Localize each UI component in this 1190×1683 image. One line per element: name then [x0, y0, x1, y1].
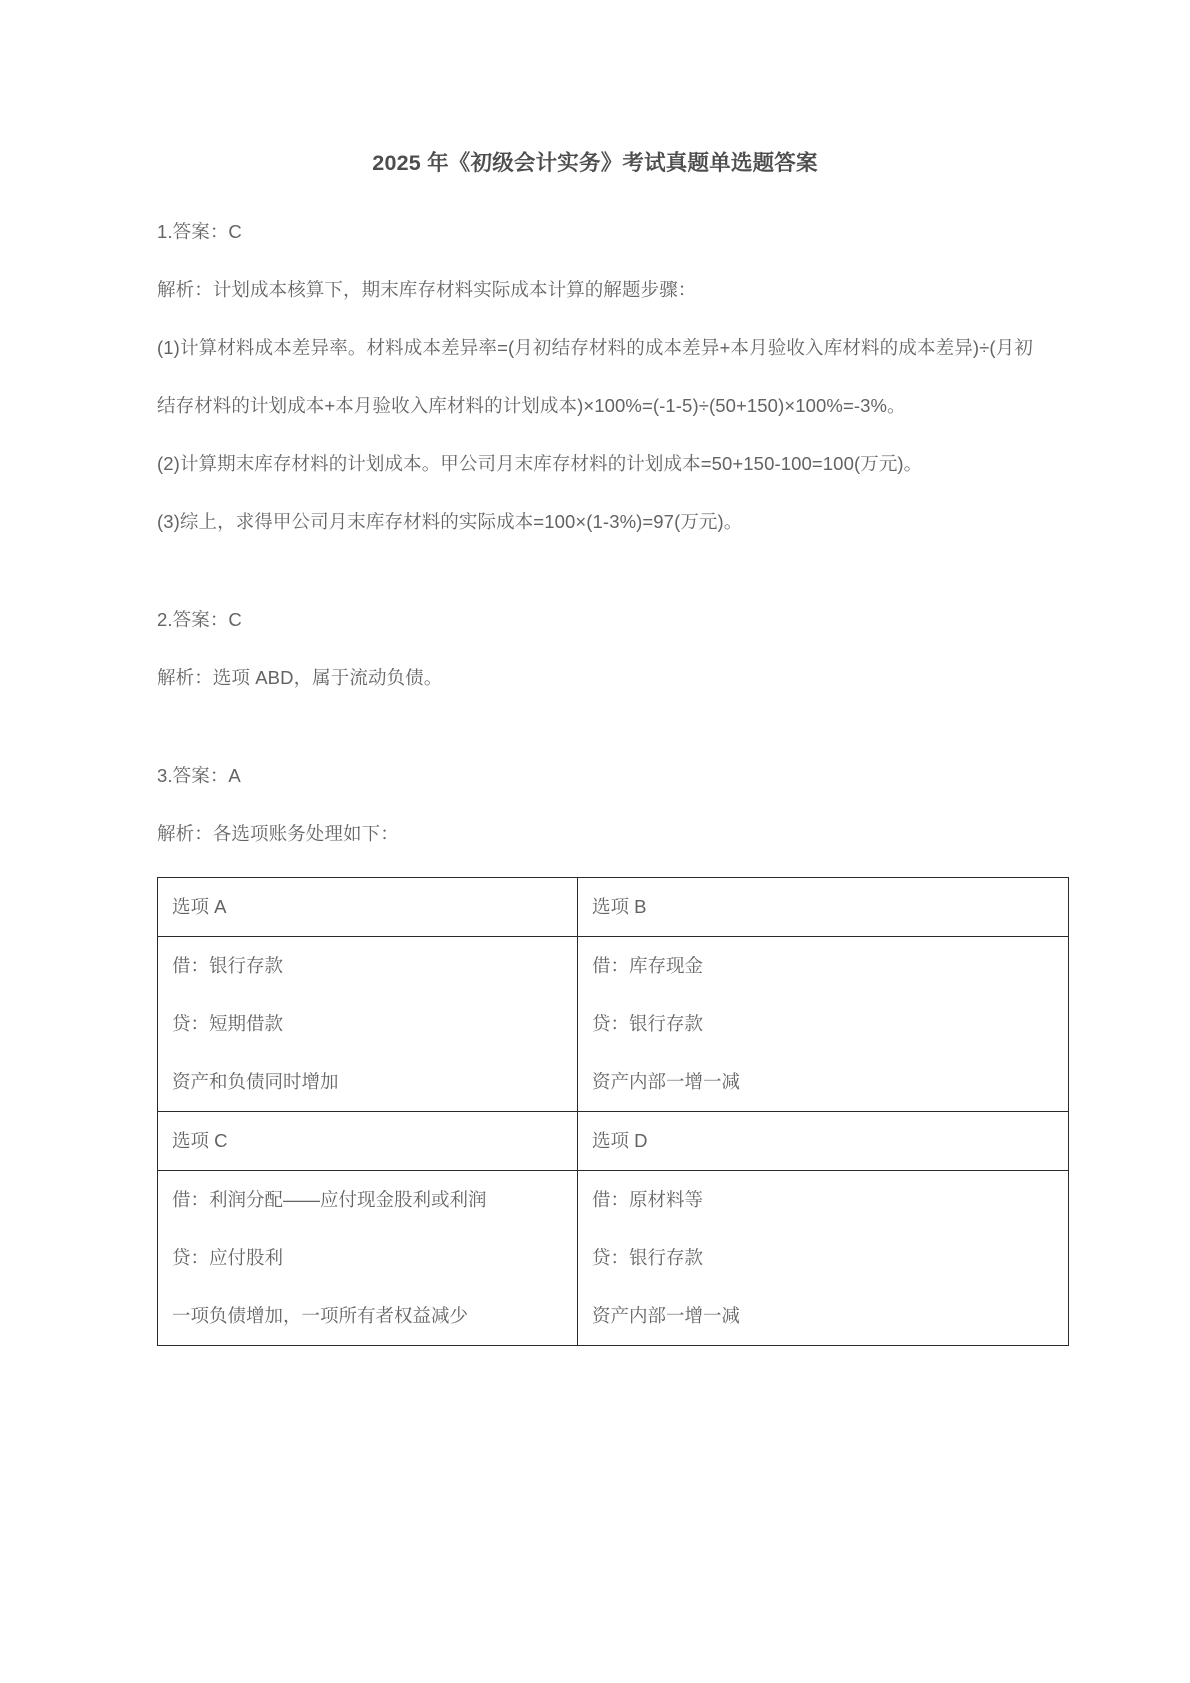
table-cell-option-a-header [158, 878, 578, 937]
option-d-debit-line: 借：原材料等 [592, 1189, 704, 1211]
option-c-credit-line: 贷：应付股利 [172, 1247, 284, 1269]
option-d-summary-line: 资产内部一增一减 [592, 1305, 741, 1327]
option-d-label: 选项 D [592, 1130, 648, 1152]
section-gap [157, 551, 1033, 591]
page-title: 2025 年《初级会计实务》考试真题单选题答案 [372, 151, 818, 175]
option-b-debit-line: 借：库存现金 [592, 955, 704, 977]
question-1-answer: 1.答案：C [157, 221, 242, 243]
question-3-analysis-intro: 解析：各选项账务处理如下： [157, 823, 399, 845]
question-1-step-1: (1)计算材料成本差异率。材料成本差异率=(月初结存材料的成本差异+本月验收入库材料的成本差异)÷(月初结存材料的计划成本+本月验收入库材料的计划成本)×100%=(-1-5)÷(50+150)×100%=-3%。 [157, 337, 1033, 417]
accounting-entries-table [157, 877, 1069, 1346]
table-cell-option-c-header [158, 1112, 578, 1171]
table-row [158, 878, 1069, 937]
option-a-label: 选项 A [172, 896, 227, 918]
table-cell-option-b-header [578, 878, 1069, 937]
table-cell-option-c-entries [158, 1171, 578, 1346]
section-gap [157, 707, 1033, 747]
table-cell-option-a-entries [158, 937, 578, 1112]
table-cell-option-d-header [578, 1112, 1069, 1171]
table-cell-option-b-entries [578, 937, 1069, 1112]
option-c-label: 选项 C [172, 1130, 228, 1152]
question-1-step-3: (3)综上，求得甲公司月末库存材料的实际成本=100×(1-3%)=97(万元)。 [157, 511, 743, 533]
option-c-debit-line: 借：利润分配——应付现金股利或利润 [172, 1189, 487, 1211]
question-3-answer: 3.答案：A [157, 765, 241, 787]
table-row [158, 937, 1069, 1112]
question-1-step-2: (2)计算期末库存材料的计划成本。甲公司月末库存材料的计划成本=50+150-100=100(万元)。 [157, 453, 923, 475]
option-a-credit-line: 贷：短期借款 [172, 1013, 284, 1035]
table-row [158, 1171, 1069, 1346]
option-c-summary-line: 一项负债增加，一项所有者权益减少 [172, 1305, 469, 1327]
table-row [158, 1112, 1069, 1171]
option-b-credit-line: 贷：银行存款 [592, 1013, 704, 1035]
option-b-label: 选项 B [592, 896, 647, 918]
table-cell-option-d-entries [578, 1171, 1069, 1346]
question-2-answer: 2.答案：C [157, 609, 242, 631]
option-a-debit-line: 借：银行存款 [172, 955, 284, 977]
option-a-summary-line: 资产和负债同时增加 [172, 1071, 339, 1093]
option-b-summary-line: 资产内部一增一减 [592, 1071, 741, 1093]
option-d-credit-line: 贷：银行存款 [592, 1247, 704, 1269]
question-2-analysis-intro: 解析：选项 ABD，属于流动负债。 [157, 667, 443, 689]
question-1-analysis-intro: 解析：计划成本核算下，期末库存材料实际成本计算的解题步骤： [157, 279, 697, 301]
